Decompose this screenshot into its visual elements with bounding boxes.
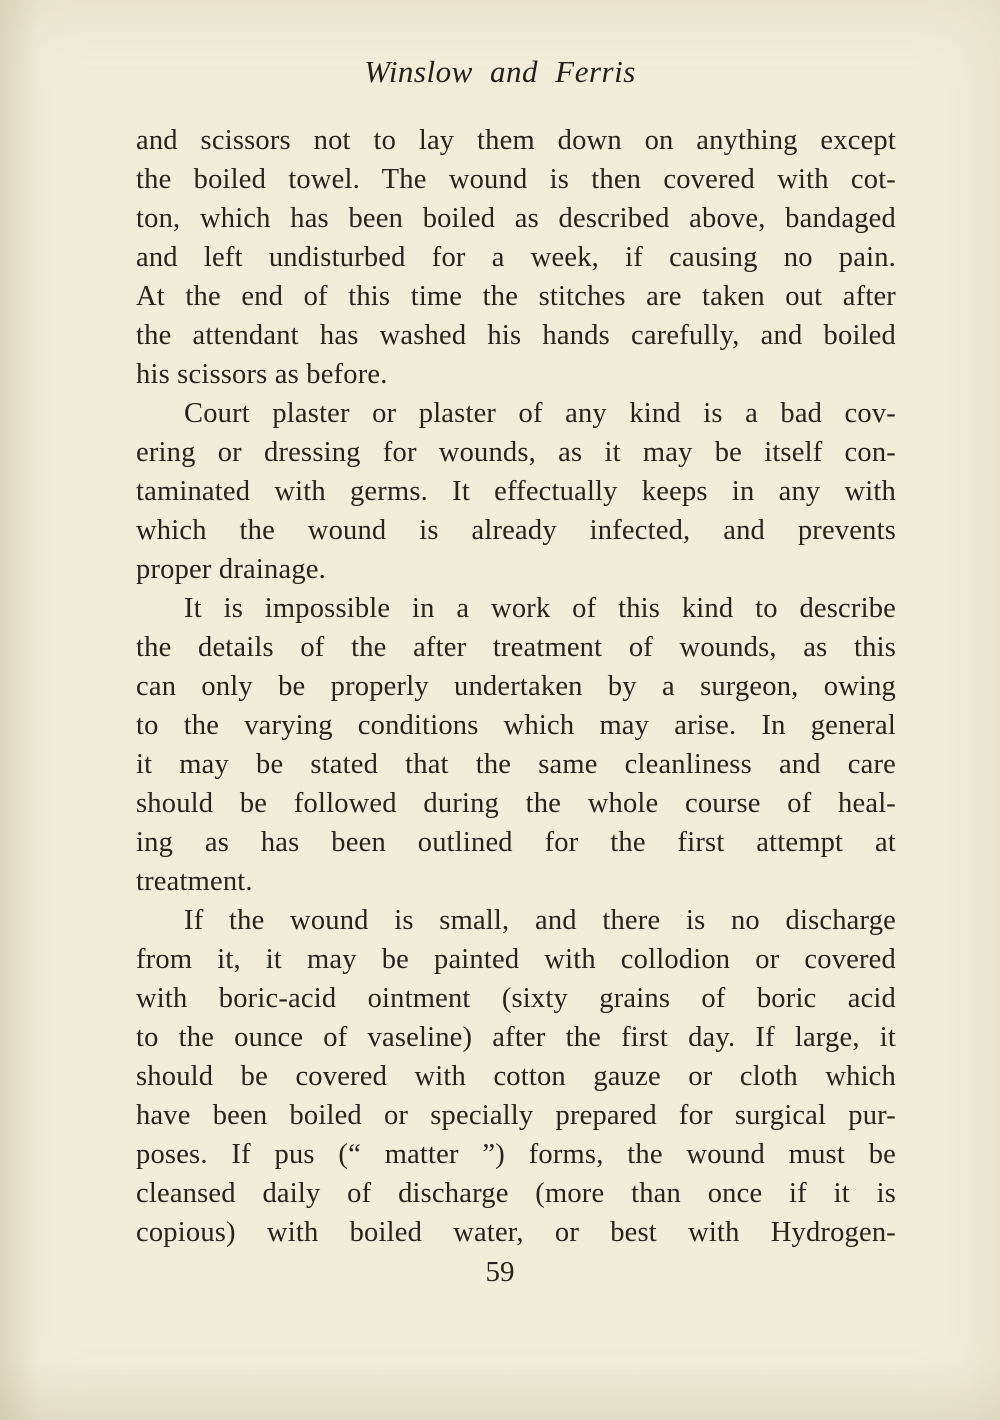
text-line: proper drainage. (136, 554, 326, 585)
text-line: ering or dressing for wounds, as it may be itself con- (136, 437, 896, 468)
text-line: from it, it may be painted with collodion or covered (136, 944, 896, 975)
text-line: the boiled towel. The wound is then covered with cot- (136, 164, 896, 195)
text-line: If the wound is small, and there is no discharge (184, 905, 896, 936)
text-line: It is impossible in a work of this kind to describe (184, 593, 896, 624)
text-line: At the end of this time the stitches are taken out after (136, 281, 896, 312)
paragraph (136, 901, 896, 1252)
text-line: and scissors not to lay them down on anything except (136, 125, 896, 156)
text-line: can only be properly undertaken by a surgeon, owing (136, 671, 896, 702)
text-line: should be covered with cotton gauze or cloth which (136, 1061, 896, 1092)
text-line: should be followed during the whole course of heal- (136, 788, 896, 819)
text-line: poses. If pus (“ matter ”) forms, the wound must be (136, 1139, 896, 1170)
text-line: with boric-acid ointment (sixty grains of boric acid (136, 983, 896, 1014)
text-line: the details of the after treatment of wounds, as this (136, 632, 896, 663)
text-line: it may be stated that the same cleanliness and care (136, 749, 896, 780)
paragraph (136, 394, 896, 589)
paragraph (136, 121, 896, 394)
text-line: to the ounce of vaseline) after the first day. If large, it (136, 1022, 896, 1053)
text-line: which the wound is already infected, and prevents (136, 515, 896, 546)
text-line: ing as has been outlined for the first attempt at (136, 827, 896, 858)
text-line: and left undisturbed for a week, if causing no pain. (136, 242, 896, 273)
text-line: copious) with boiled water, or best with Hydrogen- (136, 1217, 896, 1248)
text-line: cleansed daily of discharge (more than once if it is (136, 1178, 896, 1209)
text-line: taminated with germs. It effectually keeps in any with (136, 476, 896, 507)
text-line: his scissors as before. (136, 359, 388, 390)
text-line: have been boiled or specially prepared for surgical pur- (136, 1100, 896, 1131)
text-line: ton, which has been boiled as described above, bandaged (136, 203, 896, 234)
paragraph (136, 589, 896, 901)
text-block (136, 121, 896, 1252)
text-line: to the varying conditions which may arise. In general (136, 710, 896, 741)
text-line: Court plaster or plaster of any kind is a bad cov- (184, 398, 896, 429)
text-line: the attendant has washed his hands carefully, and boiled (136, 320, 896, 351)
page-number: 59 (485, 1256, 515, 1288)
running-header: Winslow and Ferris (364, 54, 636, 89)
text-line: treatment. (136, 866, 253, 897)
